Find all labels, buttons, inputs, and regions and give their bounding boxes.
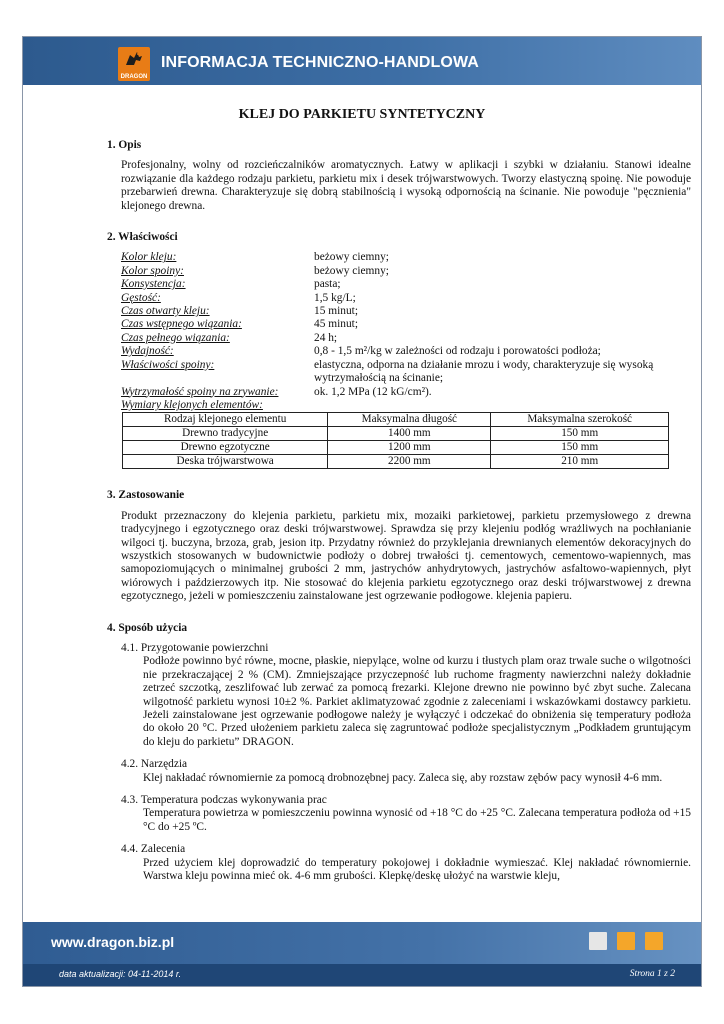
property-row [121, 318, 691, 331]
subsection [121, 794, 691, 834]
table-cell: Drewno egzotyczne [123, 441, 328, 455]
document-content [107, 139, 691, 892]
properties-list [121, 251, 691, 398]
dimensions-label: Wymiary klejonych elementów: [121, 398, 263, 411]
footer-square-orange [645, 932, 663, 950]
property-row [121, 251, 691, 264]
header-title: INFORMACJA TECHNICZNO-HANDLOWA [161, 54, 479, 71]
property-label: Kolor spoiny: [121, 264, 184, 277]
section-title-opis: 1. Opis [107, 139, 142, 151]
subsection-title: 4.2. Narzędzia [121, 758, 188, 771]
table-cell: Deska trójwarstwowa [123, 455, 328, 469]
subsection-title: 4.1. Przygotowanie powierzchni [121, 641, 269, 654]
footer-square-gray [589, 932, 607, 950]
property-value: beżowy ciemny; [314, 264, 389, 277]
property-value: beżowy ciemny; [314, 251, 389, 264]
property-label: Właściwości spoiny: [121, 358, 215, 371]
table-header-cell: Rodzaj klejonego elementu [123, 413, 328, 427]
page-header [23, 37, 701, 85]
property-label: Wydajność: [121, 345, 174, 358]
table-cell: 210 mm [491, 455, 669, 469]
property-row [121, 359, 691, 386]
table-cell: 150 mm [491, 427, 669, 441]
page-number: Strona 1 z 2 [629, 969, 675, 979]
table-row [123, 441, 669, 455]
opis-text: Profesjonalny, wolny od rozcieńczalników aromatycznych. Łatwy w aplikacji i szybki w działaniu. Stanowi idealne rozwiązanie dla każdego rodzaju parkietu, parkietu mix i desek trójwarstwowych. Tworzy elastyczną spoinę. Nie powoduje przebarwień drewna. Charakteryzuje się dobrą stabilnością i wysoką odpornością na ścinanie. Nie powoduje "pęcznienia" klejonego drewna. [121, 159, 691, 212]
property-value: elastyczna, odporna na działanie mrozu i wody, charakteryzuje się wysoką wytrzymałością na ścinanie; [314, 358, 654, 385]
table-header-cell: Maksymalna długość [328, 413, 491, 427]
table-row [123, 455, 669, 469]
table-cell: 2200 mm [328, 455, 491, 469]
property-value: 1,5 kg/L; [314, 291, 356, 304]
section-title-wlasciwosci: 2. Właściwości [107, 231, 178, 244]
table-cell: 1200 mm [328, 441, 491, 455]
logo-brand-text: DRAGON [120, 74, 148, 80]
subsection [121, 843, 691, 883]
subsection-text: Podłoże powinno być równe, mocne, płaskie, niepylące, wolne od kurzu i tłustych plam oraz trwale suche o wilgotności nie przekraczającej 2 % (CM). Zmniejszające przyczepność lub ruchome fragmenty nawierzchni należy dokładnie zetrzeć szczotką, zeszlifować lub zerwać za pomocą frezarki. Klejone drewno nie powinno być zbyt suche. Zalecana wilgotność parkietu wynosi 10±2 %. Parkiet aklimatyzować zgodnie z zaleceniami i wskazówkami dostawcy parkietu. Jeżeli zainstalowane jest ogrzewanie podłogowe należy je wyłączyć i odczekać do obniżenia się temperatury podłoża do około 20 °C. Przed ułożeniem parkietu zaleca się zagruntować podłoże specjalistycznym „Podkładem gruntującym do kleju do parkietu” DRAGON. [143, 655, 691, 748]
table-cell: 1400 mm [328, 427, 491, 441]
document-title: KLEJ DO PARKIETU SYNTETYCZNY [238, 107, 486, 122]
property-row [121, 332, 691, 345]
property-value: 0,8 - 1,5 m²/kg w zależności od rodzaju i porowatości podłoża; [314, 345, 601, 358]
subsection-title: 4.4. Zalecenia [121, 843, 186, 856]
section-title-sposob: 4. Sposób użycia [107, 621, 188, 634]
subsection [121, 642, 691, 749]
subsection-text: Temperatura powietrza w pomieszczeniu powinna wynosić od +18 °C do +25 °C. Zalecana temperatura podłoża od +15 °C do +25 ºC. [143, 807, 691, 833]
property-label: Czas pełnego wiązania: [121, 331, 230, 344]
dragon-logo-icon [123, 49, 145, 69]
property-value: pasta; [314, 278, 341, 291]
property-value: 15 minut; [314, 305, 358, 318]
table-header-cell: Maksymalna szerokość [491, 413, 669, 427]
table-cell: Drewno tradycyjne [123, 427, 328, 441]
property-label: Gęstość: [121, 291, 161, 304]
subsection-text: Przed użyciem klej doprowadzić do temperatury pokojowej i dokładnie wymieszać. Klej nakładać równomiernie. Warstwa kleju powinna mieć ok. 4-6 mm grubości. Klepkę/deskę ułożyć na warstwie kleju, [143, 856, 691, 883]
zastosowanie-text: Produkt przeznaczony do klejenia parkietu, parkietu mix, mozaiki parkietowej, parkietu przemysłowego z drewna tradycyjnego i egzotycznego oraz deski trójwarstwowej. Sprawdza się przy klejeniu podłóg wrażliwych na pochłanianie wilgoci tj. buczyna, brzoza, grab, jesion itp. Przydatny również do przyklejania drewnianych elementów dekoracyjnych do wszystkich stosowanych w budownictwie podłoży o dobrej trwałości tj. cementowych, cementowo-wapiennych, mas samopoziomujących o minimalnej grubości 2 mm, jastrychów anhydrytowych, jastrychów asfaltowo-wapiennych, płyt wiórowych i paździerzowych itp. Nie stosować do klejenia parkietu egzotycznego oraz deski trójwarstwowej z drewna egzotycznego, jeżeli w pomieszczeniu zainstalowane jest ogrzewanie podłogowe. klejenia papieru. [121, 509, 691, 603]
page-footer [23, 922, 701, 986]
dragon-logo [118, 47, 150, 81]
property-value: 24 h; [314, 331, 338, 344]
document-page [22, 36, 702, 987]
subsection-text: Klej nakładać równomiernie za pomocą drobnozębnej pacy. Zaleca się, aby rozstaw zębów pacy wynosił 4-6 mm. [143, 771, 663, 784]
property-label: Wytrzymałość spoiny na zrywanie: [121, 385, 279, 398]
property-row [121, 386, 691, 399]
subsection [121, 758, 691, 785]
property-value: 45 minut; [314, 318, 358, 331]
property-row [121, 345, 691, 358]
property-row [121, 265, 691, 278]
property-row [121, 278, 691, 291]
table-row [123, 427, 669, 441]
table-header-row [123, 413, 669, 427]
update-date: data aktualizacji: 04-11-2014 r. [59, 969, 182, 979]
table-cell: 150 mm [491, 441, 669, 455]
property-label: Czas wstępnego wiązania: [121, 318, 242, 331]
footer-url-link[interactable]: www.dragon.biz.pl [51, 934, 175, 950]
subsection-title: 4.3. Temperatura podczas wykonywania prac [121, 794, 327, 807]
footer-square-orange [617, 932, 635, 950]
property-value: ok. 1,2 MPa (12 kG/cm²). [314, 385, 432, 398]
property-label: Kolor kleju: [121, 251, 177, 264]
property-label: Konsystencja: [121, 278, 186, 291]
property-label: Czas otwarty kleju: [121, 305, 210, 318]
property-row [121, 305, 691, 318]
dimensions-table [122, 412, 669, 469]
section-title-zastosowanie: 3. Zastosowanie [107, 489, 185, 502]
property-row [121, 292, 691, 305]
footer-bar [23, 964, 701, 986]
